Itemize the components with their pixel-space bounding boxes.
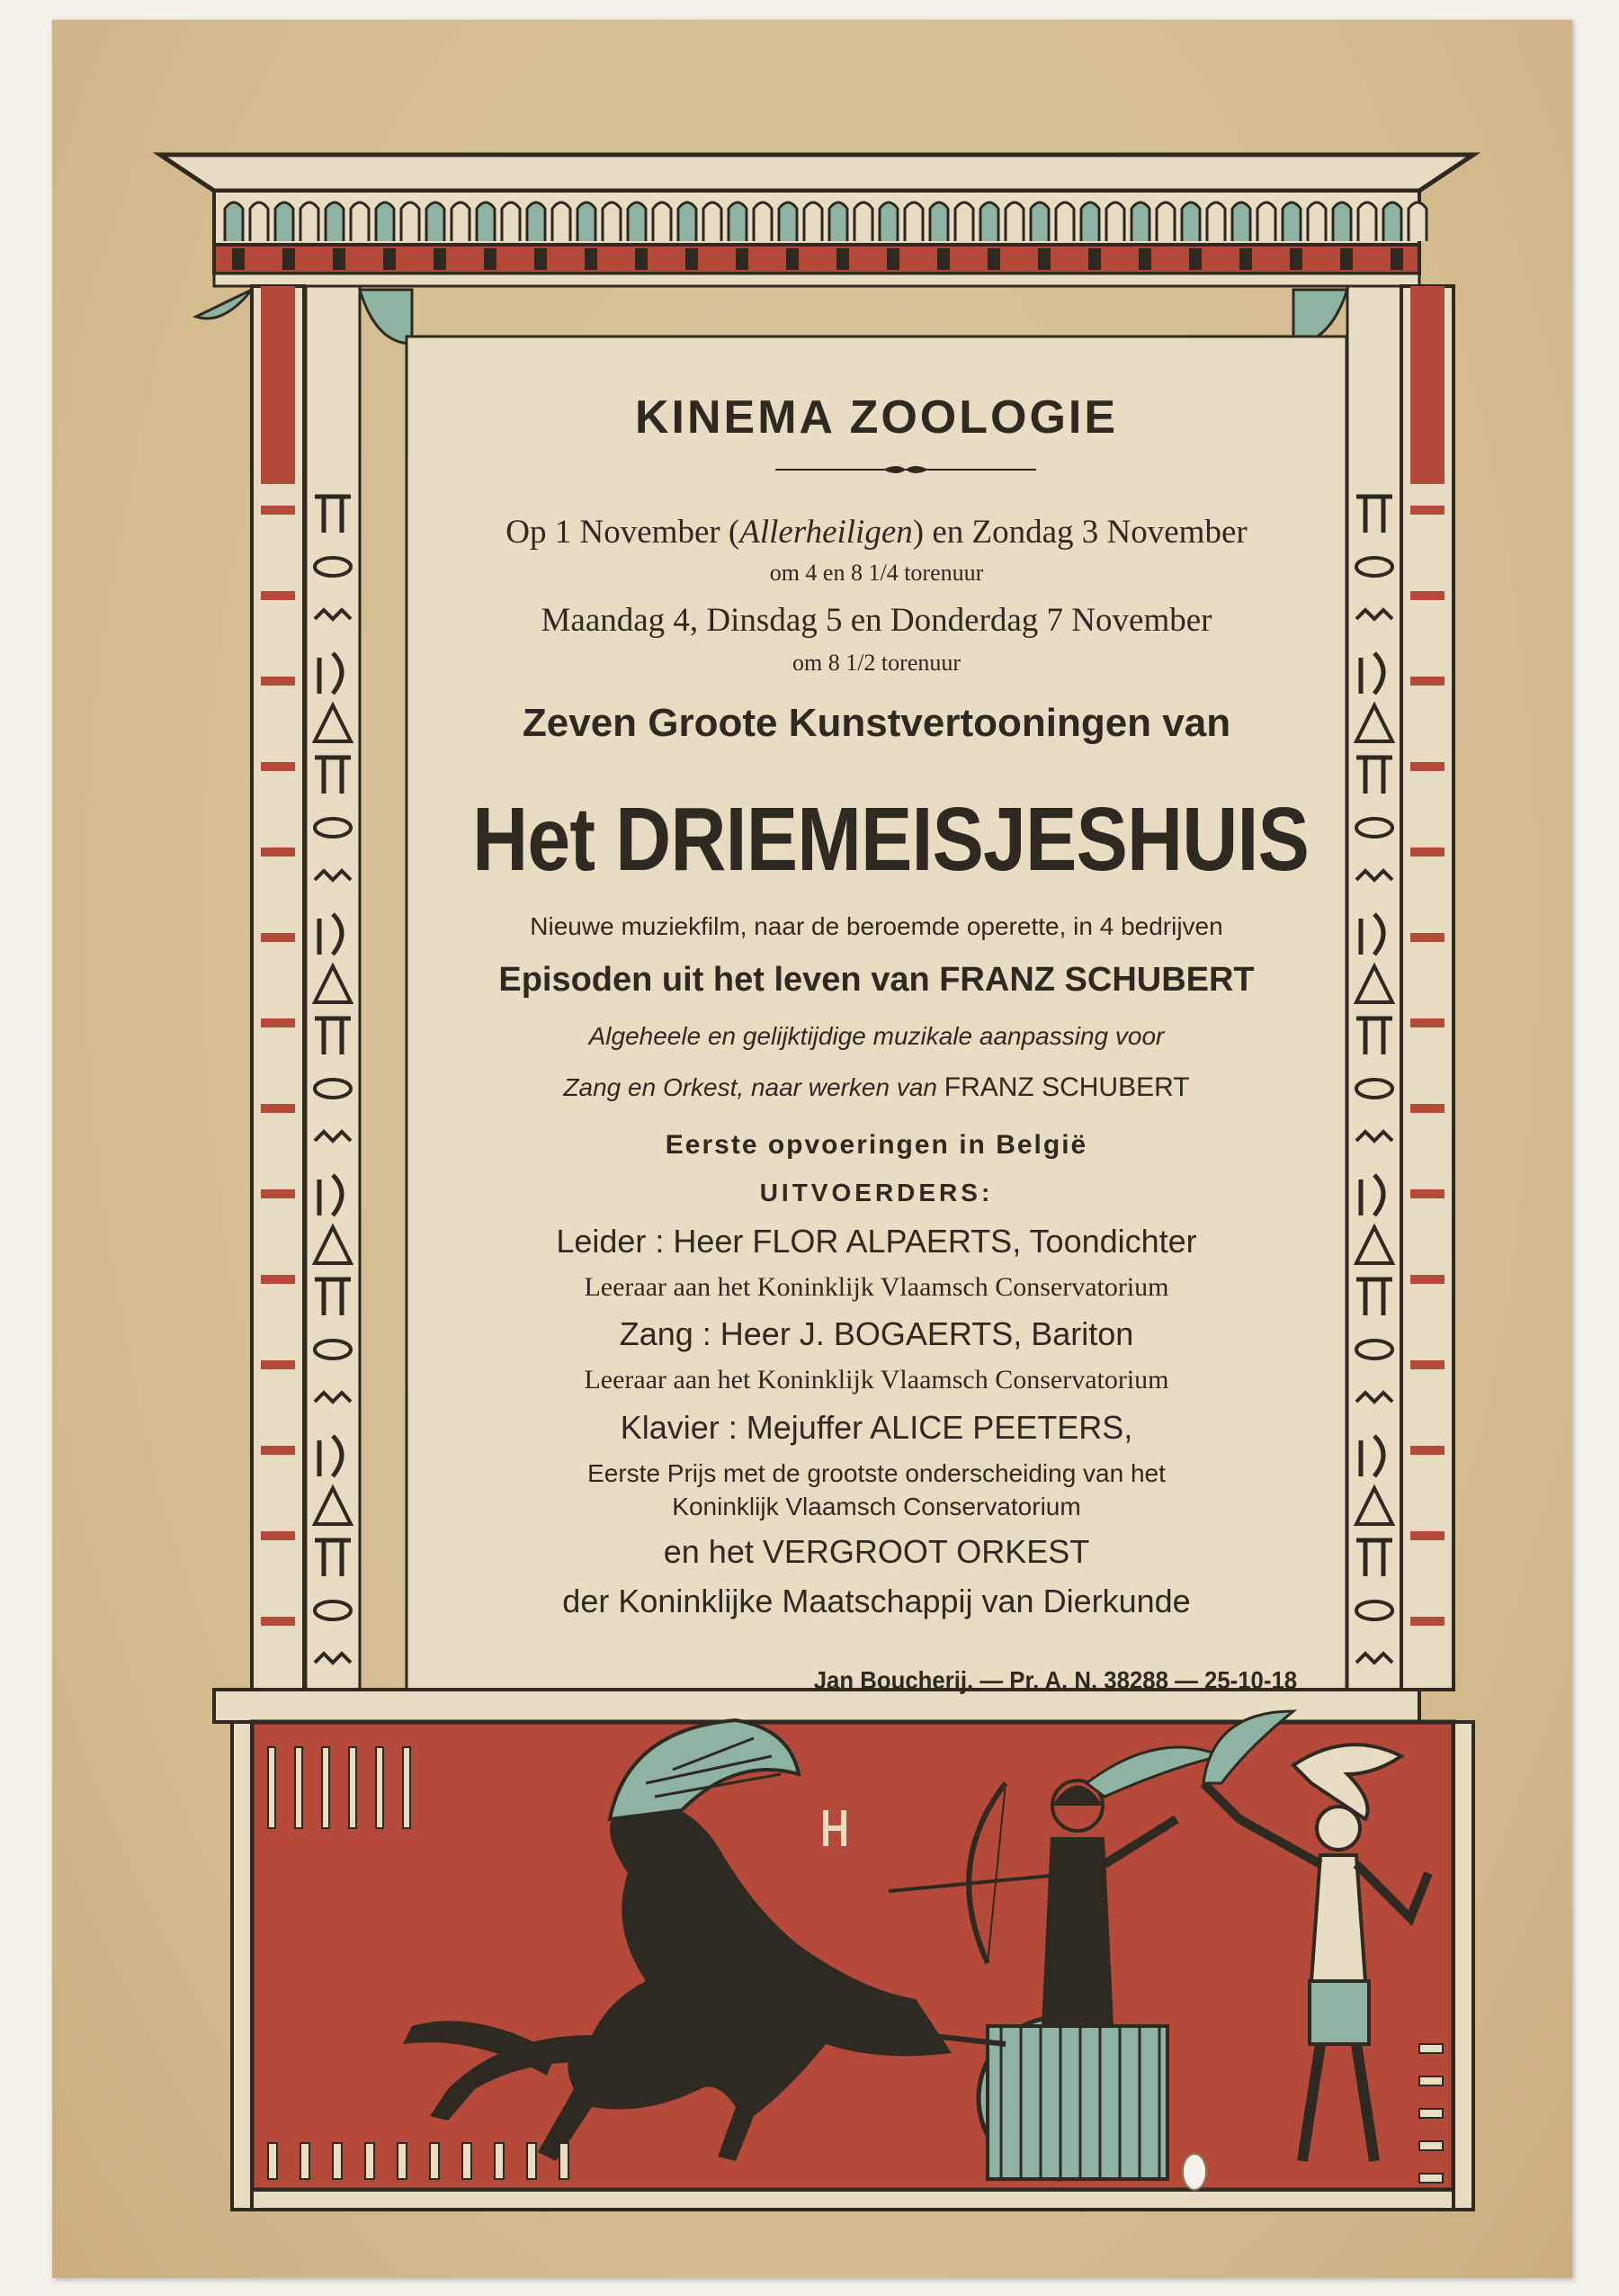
ornament-divider-icon bbox=[775, 462, 1036, 477]
performer-singer-note: Leeraar aan het Koninklijk Vlaamsch Conservatorium bbox=[584, 1365, 1169, 1395]
performer-conductor: Leider : Heer FLOR ALPAERTS, Toondichter bbox=[556, 1223, 1197, 1260]
left-column bbox=[196, 286, 412, 1690]
performer-pianist-note-2: Koninklijk Vlaamsch Conservatorium bbox=[672, 1493, 1081, 1520]
premiere-note: Eerste opvoeringen in België bbox=[665, 1130, 1088, 1160]
performer-pianist-note-1: Eerste Prijs met de grootste onderscheiding van het bbox=[587, 1459, 1166, 1487]
venue-title: KINEMA ZOOLOGIE bbox=[634, 391, 1119, 444]
time-line-2: om 8 1/2 torenuur bbox=[792, 650, 962, 676]
chariot-frieze bbox=[232, 1711, 1473, 2210]
poster-sheet bbox=[52, 20, 1572, 2278]
printer-imprint: Jan Boucherij. — Pr. A. N. 38288 — 25-10-18 bbox=[813, 1666, 1297, 1694]
film-episodes: Episoden uit het leven van FRANZ SCHUBERT bbox=[498, 961, 1255, 999]
music-line-2: Zang en Orkest, naar werken van FRANZ SCHUBERT bbox=[563, 1072, 1190, 1102]
performers-heading: UITVOERDERS: bbox=[759, 1179, 994, 1206]
punch-hole bbox=[1183, 2154, 1206, 2190]
program-heading: Zeven Groote Kunstvertooningen van bbox=[522, 701, 1231, 745]
performer-singer: Zang : Heer J. BOGAERTS, Bariton bbox=[619, 1315, 1134, 1352]
orchestra-line-2: der Koninklijke Maatschappij van Dierkunde bbox=[562, 1583, 1191, 1619]
date-line-2: Maandag 4, Dinsdag 5 en Donderdag 7 November bbox=[541, 602, 1212, 639]
performer-pianist: Klavier : Mejuffer ALICE PEETERS, bbox=[620, 1409, 1133, 1446]
time-line-1: om 4 en 8 1/4 torenuur bbox=[769, 560, 984, 586]
announcement-text bbox=[407, 336, 1346, 1711]
orchestra-line-1: en het VERGROOT ORKEST bbox=[663, 1533, 1090, 1570]
music-line-1: Algeheele en gelijktijdige muzikale aanpassing voor bbox=[588, 1022, 1165, 1050]
cornice bbox=[160, 155, 1473, 286]
date-line-1: Op 1 November (Allerheiligen) en Zondag 3 November bbox=[505, 514, 1248, 551]
performer-conductor-note: Leeraar aan het Koninklijk Vlaamsch Conservatorium bbox=[584, 1272, 1169, 1302]
film-description: Nieuwe muziekfilm, naar de beroemde operette, in 4 bedrijven bbox=[530, 912, 1223, 940]
film-title: Het DRIEMEISJESHUIS bbox=[472, 789, 1310, 890]
